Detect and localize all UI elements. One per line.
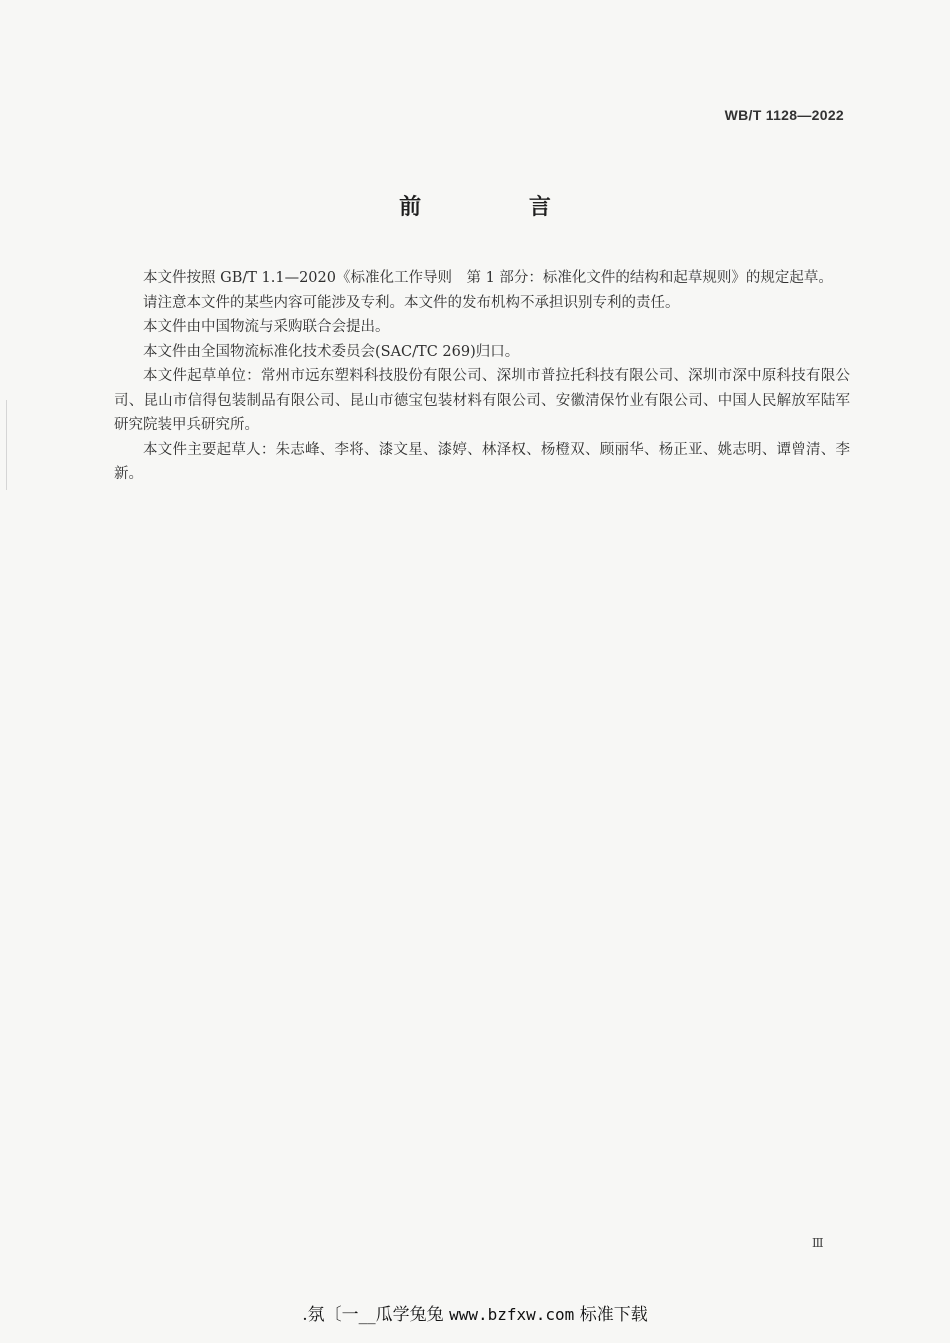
foreword-body [114,266,850,487]
paragraph-drafters: 本文件主要起草人：朱志峰、李将、漆文星、漆婷、林泽权、杨橙双、顾丽华、杨正亚、姚志明、谭曾清、李新。 [114,441,850,482]
paragraph-drafting-rules: 本文件按照 GB/T 1.1—2020《标准化工作导则 第 1 部分：标准化文件的结构和起草规则》的规定起草。 [143,270,833,286]
document-code: WB/T 1128—2022 [724,107,844,123]
paragraph-committee: 本文件由全国物流标准化技术委员会(SAC/TC 269)归口。 [143,343,520,360]
footer-url-link[interactable]: www.bzfxw.com [449,1305,575,1324]
paragraph-proposer: 本文件由中国物流与采购联合会提出。 [143,319,390,335]
scan-edge-mark [6,400,7,490]
footer-watermark [0,1300,950,1325]
footer-prefix: .氛〔一__瓜学兔兔 [302,1305,450,1325]
paragraph-drafting-units: 本文件起草单位：常州市远东塑料科技股份有限公司、深圳市普拉托科技有限公司、深圳市深中原科技有限公司、昆山市信得包装制品有限公司、昆山市德宝包装材料有限公司、安徽清保竹业有限公司、中国人民解放军陆军研究院装甲兵研究所。 [114,368,850,433]
footer-suffix: 标准下载 [574,1305,648,1325]
page-number: Ⅲ [812,1236,824,1250]
paragraph-patent-notice: 请注意本文件的某些内容可能涉及专利。本文件的发布机构不承担识别专利的责任。 [143,294,680,311]
page-title: 前 言 [399,195,601,220]
